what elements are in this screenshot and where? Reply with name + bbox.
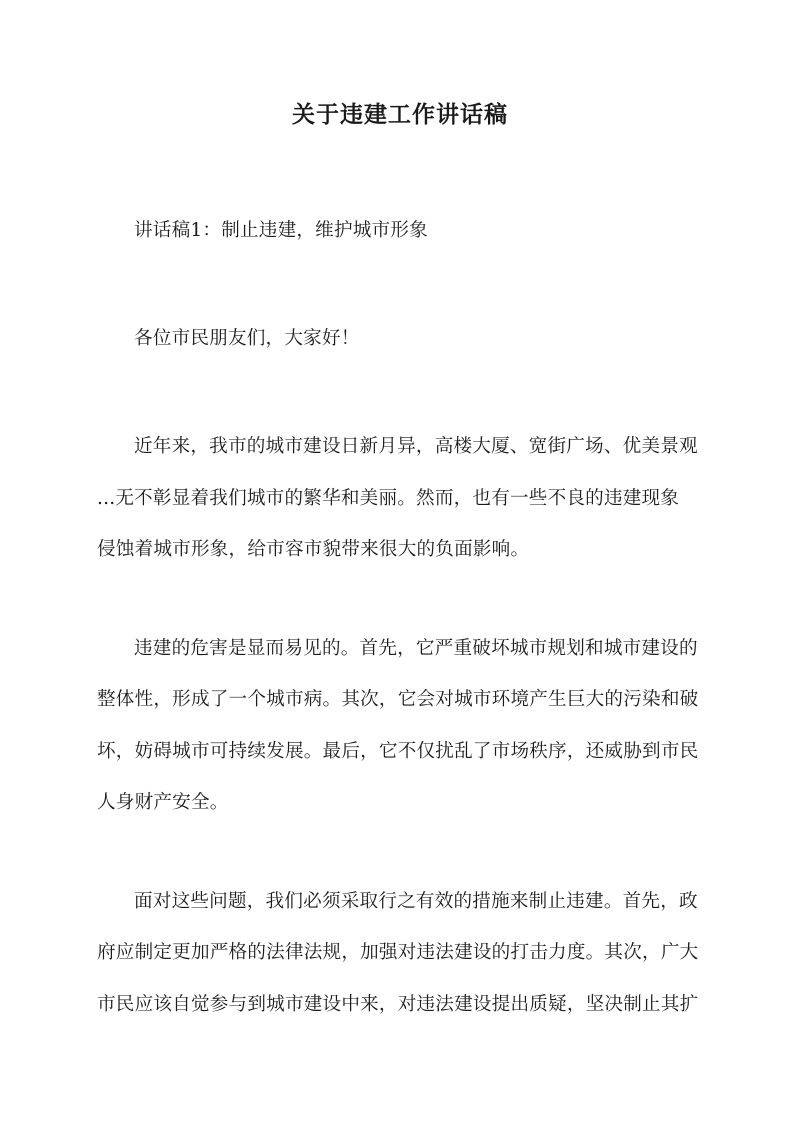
- greeting-line: 各位市民朋友们，大家好！: [134, 328, 360, 349]
- speech-subtitle: 讲话稿1：制止违建，维护城市形象: [134, 220, 428, 241]
- paragraph-line: 人身财产安全。: [97, 792, 229, 813]
- paragraph-line: 近年来，我市的城市建设日新月异，高楼大厦、宽街广场、优美景观: [134, 436, 698, 457]
- paragraph-line: 坏，妨碍城市可持续发展。最后，它不仅扰乱了市场秩序，还威胁到市民: [97, 741, 699, 762]
- paragraph-line: 整体性，形成了一个城市病。其次，它会对城市环境产生巨大的污染和破: [97, 689, 699, 710]
- paragraph-line: 侵蚀着城市形象，给市容市貌带来很大的负面影响。: [97, 539, 530, 560]
- paragraph-line: 违建的危害是显而易见的。首先，它严重破坏城市规划和城市建设的: [134, 638, 698, 659]
- paragraph-line: ...无不彰显着我们城市的繁华和美丽。然而，也有一些不良的违建现象: [97, 488, 680, 509]
- document-title: 关于违建工作讲话稿: [292, 101, 508, 128]
- paragraph-line: 府应制定更加严格的法律法规，加强对违法建设的打击力度。其次，广大: [97, 942, 699, 963]
- paragraph-line: 面对这些问题，我们必须采取行之有效的措施来制止违建。首先，政: [134, 891, 698, 912]
- paragraph-line: 市民应该自觉参与到城市建设中来，对违法建设提出质疑，坚决制止其扩: [97, 994, 699, 1015]
